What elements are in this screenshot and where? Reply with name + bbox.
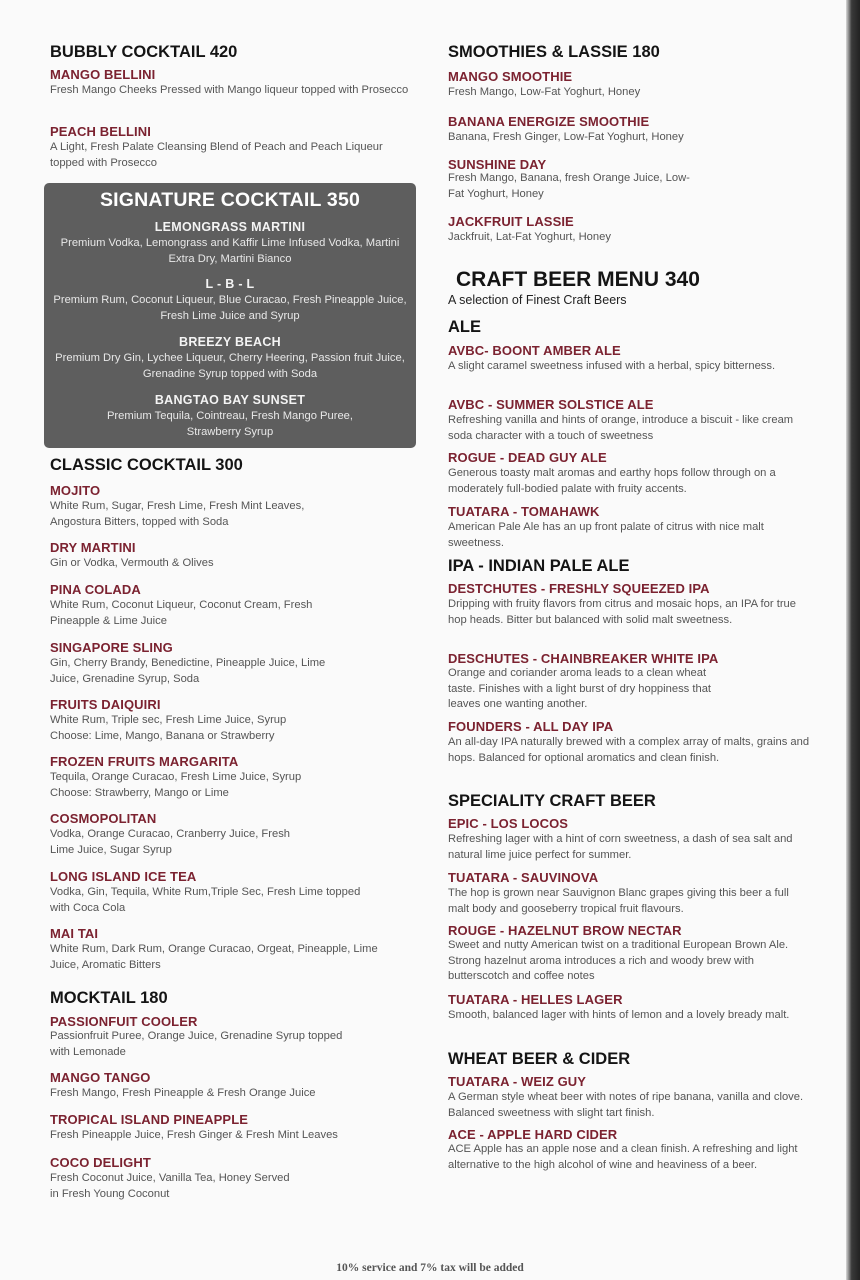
item-desc: White Rum, Triple sec, Fresh Lime Juice, Syrup Choose: Lime, Mango, Banana or Strawberry bbox=[50, 714, 287, 742]
item-name: TROPICAL ISLAND PINEAPPLE bbox=[50, 1112, 249, 1127]
item-desc: Fresh Mango, Fresh Pineapple & Fresh Orange Juice bbox=[50, 1087, 316, 1099]
section-title-classic: CLASSIC COCKTAIL 300 bbox=[50, 456, 243, 474]
item-desc: Passionfruit Puree, Orange Juice, Grenadine Syrup topped with Lemonade bbox=[50, 1030, 343, 1058]
item-desc: Dripping with fruity flavors from citrus and mosaic hops, an IPA for true hop heads. Bitter but balanced with solid malt sweetness. bbox=[448, 598, 796, 626]
item-name: MOJITO bbox=[50, 483, 101, 498]
item-name: LONG ISLAND ICE TEA bbox=[50, 869, 197, 884]
item-name: PINA COLADA bbox=[50, 582, 141, 597]
item-name: SINGAPORE SLING bbox=[50, 640, 173, 655]
item-name: MANGO SMOOTHIE bbox=[448, 69, 573, 84]
section-title-signature: SIGNATURE COCKTAIL 350 bbox=[99, 189, 361, 211]
item-desc: White Rum, Sugar, Fresh Lime, Fresh Mint Leaves, Angostura Bitters, topped with Soda bbox=[50, 500, 305, 528]
item-name: BANANA ENERGIZE SMOOTHIE bbox=[448, 114, 650, 129]
item-desc: Fresh Mango Cheeks Pressed with Mango liqueur topped with Prosecco bbox=[50, 84, 409, 96]
craft-subtitle: A selection of Finest Craft Beers bbox=[448, 293, 627, 307]
item-desc: Tequila, Orange Curacao, Fresh Lime Juice, Syrup Choose: Strawberry, Mango or Lime bbox=[50, 771, 302, 799]
item-desc: Fresh Pineapple Juice, Fresh Ginger & Fresh Mint Leaves bbox=[50, 1129, 338, 1141]
item-desc: Refreshing lager with a hint of corn sweetness, a dash of sea salt and natural lime juice perfect for summer. bbox=[448, 833, 793, 861]
section-title-wheat: WHEAT BEER & CIDER bbox=[448, 1050, 631, 1068]
item-name: TUATARA - TOMAHAWK bbox=[448, 504, 600, 519]
footer-note: 10% service and 7% tax will be added bbox=[336, 1262, 524, 1274]
item-desc: White Rum, Dark Rum, Orange Curacao, Orgeat, Pineapple, Lime Juice, Aromatic Bitters bbox=[50, 943, 378, 971]
item-name: FOUNDERS - ALL DAY IPA bbox=[448, 719, 614, 734]
item-desc: Fresh Mango, Banana, fresh Orange Juice, Low-Fat Yoghurt, Honey bbox=[448, 172, 690, 200]
item-name: PASSIONFUIT COOLER bbox=[50, 1014, 198, 1029]
item-name: SUNSHINE DAY bbox=[448, 157, 547, 172]
item-desc: The hop is grown near Sauvignon Blanc grapes giving this beer a full malt body and gooseberry tropical fruit flavours. bbox=[448, 887, 789, 915]
item-name: ACE - APPLE HARD CIDER bbox=[448, 1127, 618, 1142]
item-desc: White Rum, Coconut Liqueur, Coconut Cream, Fresh Pineapple & Lime Juice bbox=[50, 599, 313, 627]
item-desc: Vodka, Gin, Tequila, White Rum,Triple Sec, Fresh Lime topped with Coca Cola bbox=[50, 886, 361, 914]
section-title-craft-beer: CRAFT BEER MENU 340 bbox=[456, 268, 700, 291]
item-name: MANGO BELLINI bbox=[50, 67, 156, 82]
item-desc: A Light, Fresh Palate Cleansing Blend of Peach and Peach Liqueur topped with Prosecco bbox=[50, 141, 383, 169]
item-desc: Gin or Vodka, Vermouth & Olives bbox=[50, 557, 214, 569]
item-name: MAI TAI bbox=[50, 926, 99, 941]
item-name: FROZEN FRUITS MARGARITA bbox=[50, 754, 239, 769]
item-name: FRUITS DAIQUIRI bbox=[50, 697, 161, 712]
section-title-ale: ALE bbox=[448, 318, 481, 336]
section-title-speciality: SPECIALITY CRAFT BEER bbox=[448, 792, 656, 810]
signature-cocktail-box bbox=[44, 183, 416, 448]
item-name: PEACH BELLINI bbox=[50, 124, 151, 139]
item-desc: Premium Vodka, Lemongrass and Kaffir Lime Infused Vodka, Martini Extra Dry, Martini Bianco bbox=[60, 237, 400, 265]
section-title-ipa: IPA - INDIAN PALE ALE bbox=[448, 557, 630, 575]
item-desc: A slight caramel sweetness infused with a herbal, spicy bitterness. bbox=[448, 360, 776, 372]
item-desc: Banana, Fresh Ginger, Low-Fat Yoghurt, Honey bbox=[448, 131, 684, 143]
item-name: ROUGE - HAZELNUT BROW NECTAR bbox=[448, 923, 682, 938]
item-desc: Gin, Cherry Brandy, Benedictine, Pineapple Juice, Lime Juice, Grenadine Syrup, Soda bbox=[50, 657, 326, 685]
item-name: DESTCHUTES - FRESHLY SQUEEZED IPA bbox=[448, 581, 710, 596]
item-desc: Premium Dry Gin, Lychee Liqueur, Cherry Heering, Passion fruit Juice, Grenadine Syrup topped with Soda bbox=[55, 352, 405, 380]
item-name: TUATARA - WEIZ GUY bbox=[448, 1074, 587, 1089]
item-name: DESCHUTES - CHAINBREAKER WHITE IPA bbox=[448, 651, 719, 666]
item-desc: Fresh Coconut Juice, Vanilla Tea, Honey Served in Fresh Young Coconut bbox=[50, 1172, 290, 1200]
item-desc: A German style wheat beer with notes of ripe banana, vanilla and clove. Balanced sweetness with slight tart finish. bbox=[448, 1091, 804, 1119]
item-name: COSMOPOLITAN bbox=[50, 811, 157, 826]
item-name: AVBC - SUMMER SOLSTICE ALE bbox=[448, 397, 654, 412]
item-desc: Smooth, balanced lager with hints of lemon and a lovely bready malt. bbox=[448, 1009, 790, 1021]
section-title-bubbly: BUBBLY COCKTAIL 420 bbox=[50, 43, 238, 61]
item-desc: An all-day IPA naturally brewed with a complex array of malts, grains and hops. Balanced for optional aromatics and clean finish. bbox=[448, 736, 810, 764]
item-name: DRY MARTINI bbox=[50, 540, 136, 555]
item-desc: ACE Apple has an apple nose and a clean finish. A refreshing and light alternative to the high alcohol of wine and heaviness of a beer. bbox=[448, 1143, 798, 1171]
screen-edge bbox=[846, 0, 860, 1280]
item-name: MANGO TANGO bbox=[50, 1070, 151, 1085]
item-desc: Generous toasty malt aromas and earthy hops follow through on a moderately full-bodied palate with fruity accents. bbox=[448, 467, 776, 495]
item-name: AVBC- BOONT AMBER ALE bbox=[448, 343, 621, 358]
item-desc: Sweet and nutty American twist on a traditional European Brown Ale. Strong hazelnut aroma introduces a rich and woody brew with butterscotch and coffee notes bbox=[448, 939, 789, 983]
item-name: COCO DELIGHT bbox=[50, 1155, 151, 1170]
item-desc: Jackfruit, Lat-Fat Yoghurt, Honey bbox=[448, 231, 611, 243]
item-desc: Premium Rum, Coconut Liqueur, Blue Curacao, Fresh Pineapple Juice, Fresh Lime Juice and Syrup bbox=[53, 294, 407, 322]
item-name: TUATARA - HELLES LAGER bbox=[448, 992, 623, 1007]
item-desc: Orange and coriander aroma leads to a clean wheat taste. Finishes with a light burst of dry hoppiness that leaves one wanting another. bbox=[448, 667, 712, 711]
item-name: LEMONGRASS MARTINI bbox=[154, 220, 306, 234]
item-desc: Fresh Mango, Low-Fat Yoghurt, Honey bbox=[448, 86, 641, 98]
item-desc: Vodka, Orange Curacao, Cranberry Juice, Fresh Lime Juice, Sugar Syrup bbox=[50, 828, 291, 856]
section-title-mocktail: MOCKTAIL 180 bbox=[50, 989, 168, 1007]
item-name: JACKFRUIT LASSIE bbox=[448, 214, 574, 229]
item-name: BREEZY BEACH bbox=[179, 335, 281, 349]
item-desc: Premium Tequila, Cointreau, Fresh Mango Puree, Strawberry Syrup bbox=[106, 410, 354, 438]
item-name: ROGUE - DEAD GUY ALE bbox=[448, 450, 607, 465]
item-desc: American Pale Ale has an up front palate of citrus with nice malt sweetness. bbox=[448, 521, 764, 549]
item-name: TUATARA - SAUVINOVA bbox=[448, 870, 599, 885]
section-title-smoothies: SMOOTHIES & LASSIE 180 bbox=[448, 43, 660, 61]
item-name: EPIC - LOS LOCOS bbox=[448, 816, 569, 831]
item-name: BANGTAO BAY SUNSET bbox=[154, 393, 306, 407]
item-name: L - B - L bbox=[205, 277, 255, 291]
item-desc: Refreshing vanilla and hints of orange, introduce a biscuit - like cream soda character with a touch of sweetness bbox=[448, 414, 794, 442]
